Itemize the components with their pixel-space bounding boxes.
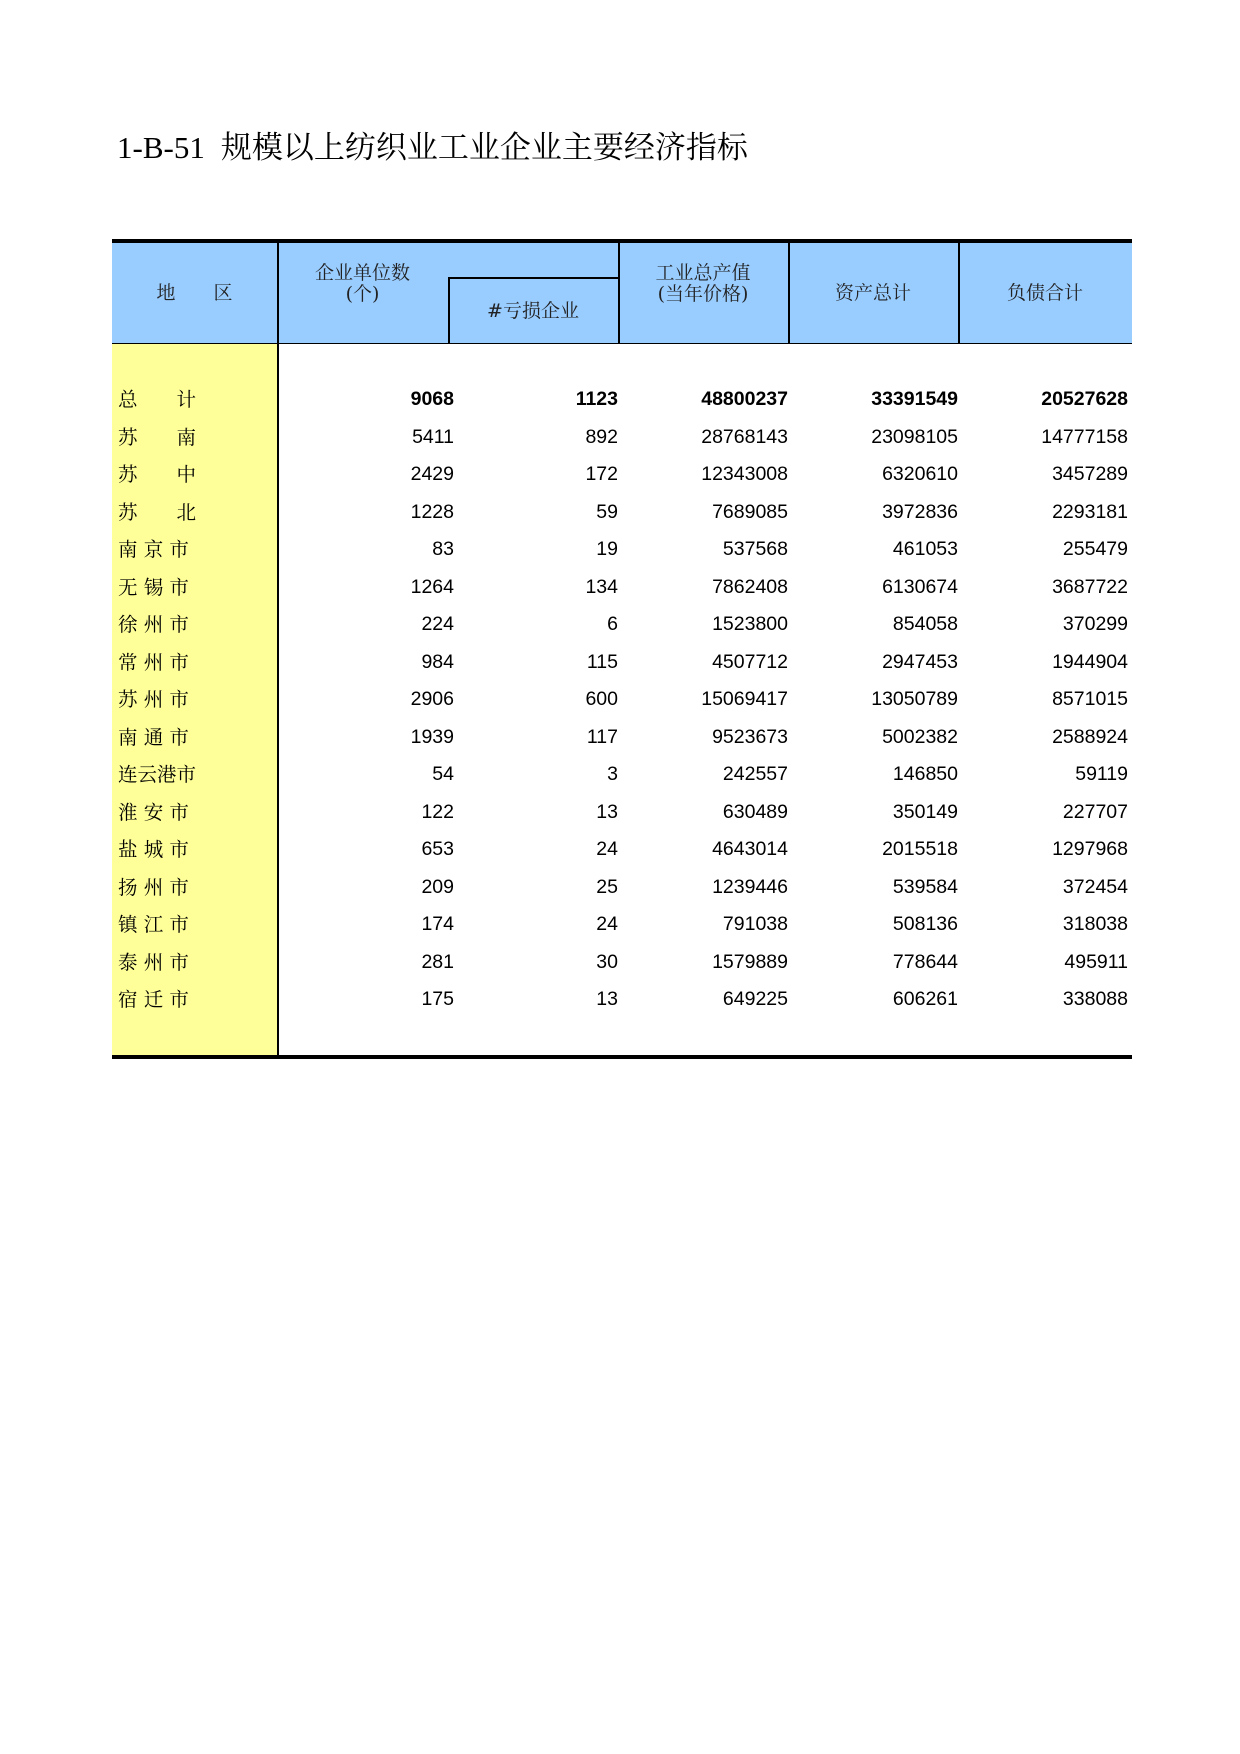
- liabilities-cell: 1944904: [1052, 650, 1128, 673]
- units-cell: 54: [432, 763, 454, 785]
- output-cell: 1239446: [712, 875, 788, 898]
- units-cell: 175: [421, 988, 454, 1010]
- header-units-line1: 企业单位数: [314, 262, 410, 284]
- loss-cell: 6: [607, 613, 618, 635]
- loss-cell: 3: [607, 763, 618, 785]
- region-cell: 苏 北: [118, 500, 197, 524]
- liabilities-cell: 1297968: [1052, 838, 1128, 860]
- loss-cell: 25: [596, 875, 618, 898]
- table-row: [112, 419, 1132, 456]
- assets-cell: 5002382: [882, 725, 958, 748]
- region-cell: 南 通 市: [118, 725, 189, 749]
- output-cell: 28768143: [701, 425, 788, 448]
- assets-cell: 778644: [892, 950, 958, 973]
- units-cell: 1939: [410, 725, 454, 748]
- assets-cell: 3972836: [882, 500, 958, 523]
- assets-cell: 606261: [892, 988, 958, 1010]
- region-cell: 泰 州 市: [118, 950, 189, 974]
- loss-cell: 13: [596, 800, 618, 823]
- liabilities-cell: 20527628: [1041, 388, 1128, 410]
- table-code: 1-B-51: [117, 130, 205, 165]
- table-row: [112, 681, 1132, 718]
- units-cell: 9068: [410, 388, 454, 410]
- header-loss: #亏损企业: [487, 300, 579, 322]
- liabilities-cell: 14777158: [1041, 425, 1128, 448]
- output-cell: 4507712: [712, 650, 788, 673]
- assets-cell: 350149: [892, 800, 958, 823]
- region-cell: 总 计: [118, 388, 197, 411]
- table-row: [112, 906, 1132, 943]
- data-table: [112, 239, 1132, 1059]
- table-row: [112, 831, 1132, 868]
- assets-cell: 13050789: [871, 688, 958, 710]
- units-cell: 281: [421, 950, 454, 973]
- loss-cell: 134: [585, 575, 618, 598]
- units-cell: 653: [421, 838, 454, 860]
- units-cell: 2906: [410, 688, 454, 710]
- header-units: [277, 261, 448, 307]
- region-cell: 扬 州 市: [118, 875, 189, 899]
- table-row: [112, 869, 1132, 906]
- header-liabilities: 负债合计: [1006, 282, 1083, 304]
- output-cell: 537568: [722, 538, 788, 560]
- table-row: [112, 381, 1132, 418]
- table-row: [112, 719, 1132, 756]
- loss-cell: 892: [585, 425, 618, 448]
- assets-cell: 461053: [892, 538, 958, 560]
- table-row: [112, 944, 1132, 981]
- region-cell: 无 锡 市: [118, 575, 189, 599]
- liabilities-cell: 59119: [1075, 763, 1128, 785]
- header-assets: 资产总计: [834, 282, 911, 304]
- loss-cell: 24: [596, 838, 618, 860]
- output-cell: 791038: [722, 913, 788, 935]
- table-title-text: 规模以上纺织业工业企业主要经济指标: [220, 130, 748, 166]
- units-cell: 984: [421, 650, 454, 673]
- liabilities-cell: 3687722: [1052, 575, 1128, 598]
- header-output-line1: 工业总产值: [655, 262, 751, 284]
- table-row: [112, 569, 1132, 606]
- region-cell: 连云港市: [118, 763, 197, 786]
- table-bottom-rule: [112, 1055, 1132, 1059]
- region-cell: 苏 州 市: [118, 688, 189, 711]
- liabilities-cell: 2293181: [1052, 500, 1128, 523]
- header-units-line2: (个): [345, 283, 380, 305]
- header-region: 地 区: [156, 282, 233, 304]
- table-row: [112, 531, 1132, 568]
- loss-cell: 600: [585, 688, 618, 710]
- loss-cell: 30: [596, 950, 618, 973]
- units-cell: 5411: [412, 425, 454, 448]
- liabilities-cell: 495911: [1064, 950, 1128, 973]
- loss-cell: 1123: [575, 388, 618, 410]
- assets-cell: 23098105: [871, 425, 958, 448]
- loss-cell: 117: [586, 725, 618, 748]
- units-cell: 209: [421, 875, 454, 898]
- table-row: [112, 606, 1132, 643]
- liabilities-cell: 370299: [1062, 613, 1128, 635]
- table-row: [112, 494, 1132, 531]
- assets-cell: 539584: [892, 875, 958, 898]
- region-cell: 镇 江 市: [118, 913, 189, 936]
- units-cell: 1264: [410, 575, 454, 598]
- region-cell: 苏 南: [118, 425, 197, 449]
- output-cell: 630489: [722, 800, 788, 823]
- units-cell: 83: [432, 538, 454, 560]
- assets-cell: 2015518: [882, 838, 958, 860]
- output-cell: 242557: [722, 763, 788, 785]
- output-cell: 1579889: [712, 950, 788, 973]
- table-row: [112, 981, 1132, 1018]
- units-cell: 1228: [410, 500, 454, 523]
- region-cell: 宿 迁 市: [118, 988, 189, 1011]
- output-cell: 9523673: [712, 725, 788, 748]
- region-cell: 南 京 市: [118, 538, 189, 561]
- output-cell: 15069417: [701, 688, 788, 710]
- header-output: [618, 261, 788, 307]
- loss-cell: 115: [586, 650, 618, 673]
- header-output-line2: (当年价格): [657, 283, 749, 305]
- table-row: [112, 644, 1132, 681]
- region-cell: 盐 城 市: [118, 838, 189, 861]
- units-cell: 224: [421, 613, 454, 635]
- output-cell: 649225: [722, 988, 788, 1010]
- output-cell: 1523800: [712, 613, 788, 635]
- loss-cell: 19: [596, 538, 618, 560]
- units-cell: 122: [421, 800, 454, 823]
- loss-cell: 13: [596, 988, 618, 1010]
- output-cell: 7689085: [712, 500, 788, 523]
- assets-cell: 146850: [892, 763, 958, 785]
- liabilities-cell: 3457289: [1052, 463, 1128, 485]
- table-row: [112, 794, 1132, 831]
- assets-cell: 508136: [892, 913, 958, 935]
- liabilities-cell: 372454: [1062, 875, 1128, 898]
- output-cell: 12343008: [701, 463, 788, 485]
- assets-cell: 6130674: [882, 575, 958, 598]
- liabilities-cell: 2588924: [1052, 725, 1128, 748]
- table-row: [112, 456, 1132, 493]
- units-cell: 174: [421, 913, 454, 935]
- output-cell: 48800237: [701, 388, 788, 410]
- region-cell: 淮 安 市: [118, 800, 189, 824]
- page-title: [117, 122, 748, 167]
- liabilities-cell: 255479: [1062, 538, 1128, 560]
- region-cell: 徐 州 市: [118, 613, 189, 636]
- assets-cell: 6320610: [882, 463, 958, 485]
- assets-cell: 854058: [892, 613, 958, 635]
- assets-cell: 2947453: [882, 650, 958, 673]
- loss-cell: 172: [585, 463, 618, 485]
- liabilities-cell: 318038: [1062, 913, 1128, 935]
- units-cell: 2429: [410, 463, 454, 485]
- loss-cell: 59: [596, 500, 618, 523]
- assets-cell: 33391549: [871, 388, 958, 410]
- output-cell: 7862408: [712, 575, 788, 598]
- region-cell: 苏 中: [118, 463, 197, 486]
- liabilities-cell: 8571015: [1052, 688, 1128, 710]
- liabilities-cell: 338088: [1062, 988, 1128, 1010]
- liabilities-cell: 227707: [1062, 800, 1128, 823]
- output-cell: 4643014: [712, 838, 788, 860]
- loss-cell: 24: [596, 913, 618, 935]
- table-row: [112, 756, 1132, 793]
- region-cell: 常 州 市: [118, 650, 189, 674]
